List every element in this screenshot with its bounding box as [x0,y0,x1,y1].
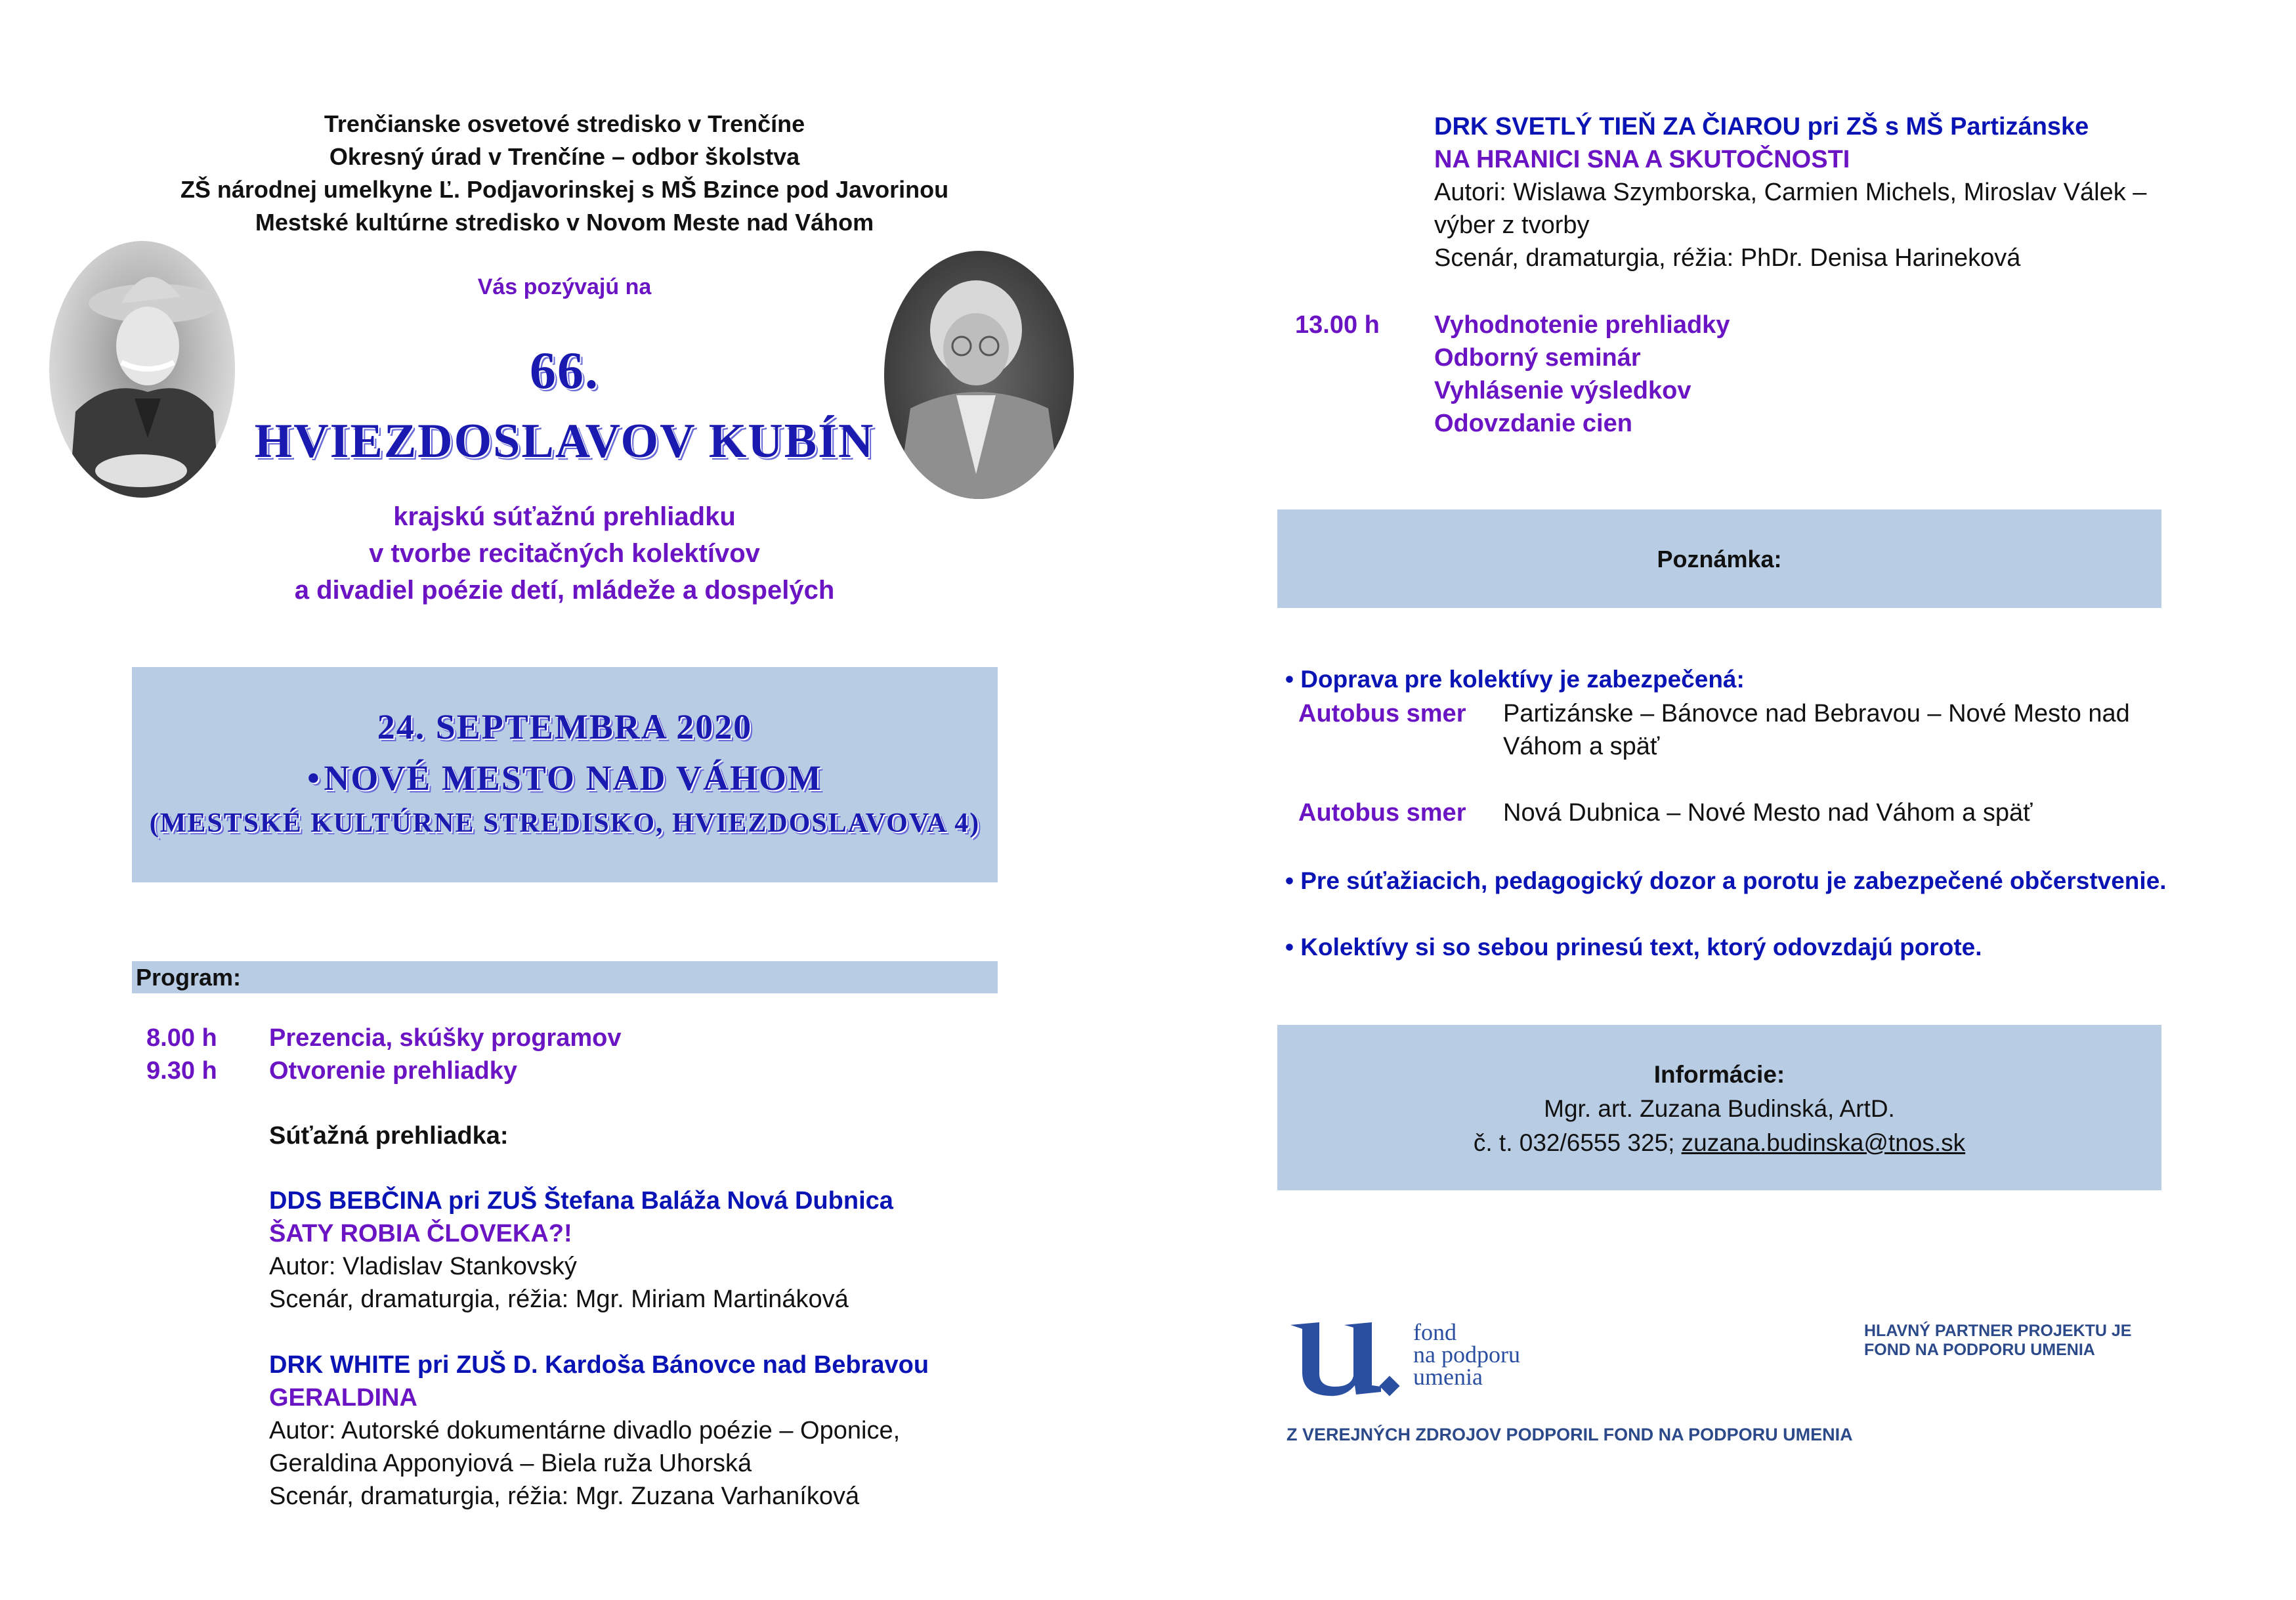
main-partner-note [1864,1322,2131,1360]
event-date: 24. SEPTEMBRA 2020 [377,707,753,746]
transport-heading: Doprava pre kolektívy je zabezpečená: [1300,666,1745,693]
info-contact-name: Mgr. art. Zuzana Budinská, ArtD. [1544,1095,1895,1122]
info-phone: č. t. 032/6555 325; [1473,1129,1682,1156]
partner-line: HLAVNÝ PARTNER PROJEKTU JE [1864,1322,2132,1340]
bullet-icon: • [1285,867,1294,894]
entry-detail: Autori: Wislawa Szymborska, Carmien Michels, Miroslav Válek – [1434,179,2147,206]
schedule-time: 8.00 h [146,1024,217,1052]
event-venue: (MESTSKÉ KULTÚRNE STREDISKO, HVIEZDOSLAVOVA 4) [149,808,981,838]
entry-detail: Autor: Vladislav Stankovský [269,1253,577,1280]
entry-title: NA HRANICI SNA A SKUTOČNOSTI [1434,146,1850,173]
note-point [1285,867,2167,895]
fpu-logo-line: umenia [1413,1364,1483,1390]
subtitle-line: a divadiel poézie detí, mládeže a dospelých [294,576,835,605]
route-text: Partizánske – Bánovce nad Bebravou – Nové Mesto nad [1503,700,2130,727]
entry-detail: Scenár, dramaturgia, réžia: Mgr. Miriam Martináková [269,1286,849,1313]
bullet-icon: • [1285,666,1294,693]
schedule-time: 13.00 h [1295,311,1380,339]
route-label: Autobus smer [1298,700,1466,727]
fpu-logo-line: fond [1413,1319,1456,1345]
schedule-time: 9.30 h [146,1057,217,1085]
bullet-icon: • [307,758,321,798]
info-panel [1277,1025,2161,1190]
entry-detail: Geraldina Apponyiová – Biela ruža Uhorská [269,1450,752,1477]
note-point [1285,934,1982,961]
entry-ensemble: DDS BEBČINA pri ZUŠ Štefana Baláža Nová Dubnica [269,1187,893,1215]
organizer-line: ZŠ národnej umelkyne Ľ. Podjavorinskej s MŠ Bzince pod Javorinou [180,176,949,203]
event-title: HVIEZDOSLAVOV KUBÍN [254,414,875,468]
entry-detail: výber z tvorby [1434,211,1590,239]
entry-detail: Scenár, dramaturgia, réžia: Mgr. Zuzana Varhaníková [269,1482,860,1510]
closing-item: Odovzdanie cien [1434,410,1632,437]
note-point-text: Kolektívy si so sebou prinesú text, ktorý odovzdajú porote. [1300,934,1982,961]
organizer-line: Okresný úrad v Trenčíne – odbor školstva [329,143,800,170]
note-point-text: Pre súťažiacich, pedagogický dozor a porotu je zabezpečené občerstvenie. [1300,867,2167,894]
entry-title: ŠATY ROBIA ČLOVEKA?! [269,1220,572,1247]
organizer-line: Trenčianske osvetové stredisko v Trenčíne [324,110,805,137]
program-label: Program: [136,964,242,991]
note-label: Poznámka: [1657,546,1782,573]
info-contact-row [1277,1129,2161,1157]
entry-detail: Autor: Autorské dokumentárne divadlo poézie – Oponice, [269,1417,901,1444]
competition-label: Súťažná prehliadka: [269,1122,509,1150]
subtitle-line: krajskú súťažnú prehliadku [393,502,736,531]
portrait-podjavorinska [884,251,1074,499]
info-label: Informácie: [1653,1061,1785,1088]
fpu-logo-mark [1288,1313,1406,1402]
event-info-panel [132,667,998,882]
fpu-logo-icon [1288,1313,1406,1402]
bullet-icon: • [1285,934,1294,961]
edition-number: 66. [530,342,599,400]
closing-item: Odborný seminár [1434,344,1641,372]
invite-text: Vás pozývajú na [477,274,652,299]
event-city-row [132,758,998,798]
route-label: Autobus smer [1298,799,1466,827]
entry-ensemble: DRK WHITE pri ZUŠ D. Kardoša Bánovce nad Bebravou [269,1351,929,1379]
partner-line: FOND NA PODPORU UMENIA [1864,1341,2095,1359]
info-email-link[interactable]: zuzana.budinska@tnos.sk [1681,1129,1966,1156]
closing-item: Vyhodnotenie prehliadky [1434,311,1730,339]
funding-note: Z VEREJNÝCH ZDROJOV PODPORIL FOND NA PODPORU UMENIA [1286,1425,1853,1444]
entry-detail: Scenár, dramaturgia, réžia: PhDr. Denisa Harineková [1434,244,2021,272]
program-header-bar [132,961,998,993]
fpu-logo-text [1413,1321,1520,1388]
schedule-item: Prezencia, skúšky programov [269,1024,622,1052]
route-text: Nová Dubnica – Nové Mesto nad Váhom a späť [1503,799,2033,827]
subtitle-line: v tvorbe recitačných kolektívov [369,539,760,568]
event-city: NOVÉ MESTO NAD VÁHOM [324,758,822,798]
organizer-line: Mestské kultúrne stredisko v Novom Meste nad Váhom [255,209,874,236]
transport-heading-row [1285,666,1745,693]
entry-ensemble: DRK SVETLÝ TIEŇ ZA ČIAROU pri ZŠ s MŠ Partizánske [1434,113,2089,141]
portrait-woman-illustration [884,251,1074,499]
closing-item: Vyhlásenie výsledkov [1434,377,1691,404]
fpu-logo-line: na podporu [1413,1341,1520,1368]
route-text: Váhom a späť [1503,733,1660,760]
note-header-panel [1277,509,2161,608]
schedule-item: Otvorenie prehliadky [269,1057,518,1085]
entry-title: GERALDINA [269,1384,417,1412]
